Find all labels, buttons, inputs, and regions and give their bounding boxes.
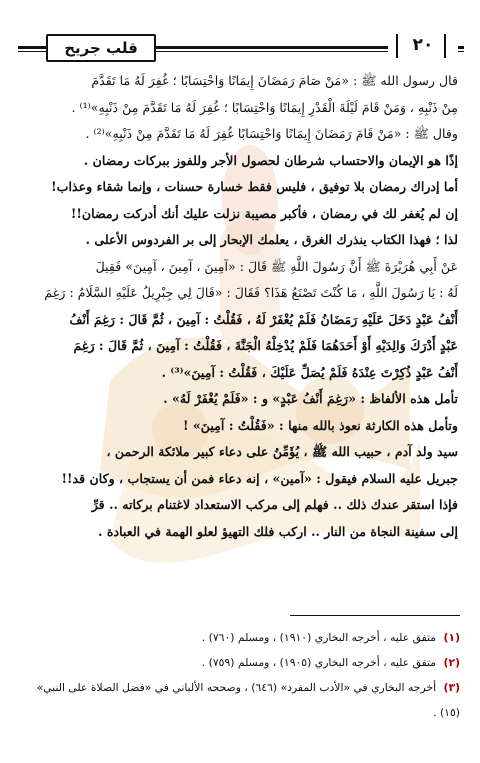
footnote-text: متفق عليه ، أخرجه البخاري (١٩٠٥) ، ومسلم (٧٥٩) . xyxy=(201,656,437,669)
body-text xyxy=(28,68,458,545)
footnote-1 xyxy=(20,625,460,650)
text-line-13: تأمل هذه الألفاظ : «رَغِمَ أَنْفُ عَبْدٍ» و : «فَلَمْ يُغْفَرْ لَهُ» . xyxy=(163,391,458,406)
footnote-2 xyxy=(20,650,460,675)
text-line-5: أما إدراك رمضان بلا توفيق ، فليس فقط خسارة حسنات ، وإنما شقاء وعذاب! xyxy=(51,179,458,194)
footnote-text: متفق عليه ، أخرجه البخاري (١٩١٠) ، ومسلم (٧٦٠) . xyxy=(201,631,437,644)
text-line-9: لَهُ : يَا رَسُولَ اللَّهِ ، مَا كُنْتَ تَصْنَعُ هَذَا؟ فَقَالَ : «قَالَ لِي جِبْرِيلُ عَلَيْهِ السَّلَامُ : رَغِمَ xyxy=(44,285,458,300)
footnotes xyxy=(20,625,460,725)
book-title: قلب جريح xyxy=(46,34,156,62)
text-line-1: قال رسول الله ﷺ : «مَنْ صَامَ رَمَضَانَ إِيمَانًا وَاحْتِسَابًا ؛ غُفِرَ لَهُ مَا تَقَدَّمَ xyxy=(91,73,458,88)
page-header xyxy=(18,32,464,62)
text-line-16: جبريل عليه السلام فيقول : «آمين» ، إنه دعاء فمن أن يستجاب ، وكان قد!! xyxy=(61,470,458,486)
text-line-7: لذا ؛ فهذا الكتاب ينذرك الغرق ، يعلمك الإبحار إلى بر الفردوس الأعلى . xyxy=(85,232,458,247)
text-line-3: وقال ﷺ : «مَنْ قَامَ رَمَضَانَ إِيمَانًا وَاحْتِسَابًا غُفِرَ لَهُ مَا تَقَدَّمَ مِنْ ذَنْبِهِ»⁽²⁾ . xyxy=(85,126,458,141)
text-line-11: عَبْدٍ أَدْرَكَ وَالِدَيْهِ أَوْ أَحَدَهُمَا فَلَمْ يُدْخِلْهُ الْجَنَّةَ ، فَقُلْتُ : آمِينَ ، ثُمَّ قَالَ : رَغِمَ xyxy=(73,338,458,353)
footnote-separator xyxy=(290,615,460,616)
footnote-number: (١) xyxy=(443,631,460,644)
text-line-14: وتأمل هذه الكارثة نعوذ بالله منها : «فَقُلْتُ : آمِينَ» ! xyxy=(183,417,458,433)
footnote-number: (٣) xyxy=(443,681,460,694)
text-line-10: أَنْفُ عَبْدٍ دَخَلَ عَلَيْهِ رَمَضَانُ فَلَمْ يُغْفَرْ لَهُ ، فَقُلْتُ : آمِينَ ، ثُمَّ قَالَ : رَغِمَ أَنْفُ xyxy=(69,311,458,327)
text-line-15: سيد ولد آدم ، حبيب الله ﷺ ، يُؤَمِّنُ على دعاء كبير ملائكة الرحمن ، xyxy=(106,444,458,459)
footnote-text: أخرجه البخاري في «الأدب المفرد» (٦٤٦) ، وصححه الألباني في «فضل الصلاة على النبي» (١٥) . xyxy=(36,681,460,719)
footnote-3 xyxy=(20,675,460,725)
text-line-4: إذًا هو الإيمان والاحتساب شرطان لحصول الأجر وللفوز ببركات رمضان . xyxy=(83,152,458,168)
page-number: ٢٠ xyxy=(388,32,458,58)
footnote-number: (٢) xyxy=(443,656,460,669)
text-line-8: عَنْ أَبِي هُرَيْرَةَ ﷺ أَنَّ رَسُولَ اللَّهِ ﷺ قَالَ : «آمِينَ ، آمِينَ ، آمِينَ» فَقِيلَ xyxy=(95,258,458,274)
text-line-18: إلى سفينة النجاة من النار .. اركب فلك التهيؤ لعلو الهمة في العبادة . xyxy=(98,523,458,539)
text-line-2: مِنْ ذَنْبِهِ ، وَمَنْ قَامَ لَيْلَةَ الْقَدْرِ إِيمَانًا وَاحْتِسَابًا ؛ غُفِرَ لَهُ مَا تَقَدَّمَ مِنْ ذَنْبِهِ»⁽¹⁾ . xyxy=(71,99,458,115)
text-line-12: أَنْفُ عَبْدٍ ذُكِرْتَ عِنْدَهُ فَلَمْ يُصَلِّ عَلَيْكَ ، فَقُلْتُ : آمِينَ»⁽³⁾ . xyxy=(161,364,458,380)
text-line-17: فإذا استقر عندك ذلك .. فهلم إلى مركب الاستعداد لاغتنام بركاته .. قرِّ xyxy=(91,497,458,512)
page-number-frame xyxy=(396,34,446,58)
text-line-6: إن لم يُغفر لك في رمضان ، فأكبر مصيبة نزلت عليك أنك أدركت رمضان!! xyxy=(70,205,458,221)
